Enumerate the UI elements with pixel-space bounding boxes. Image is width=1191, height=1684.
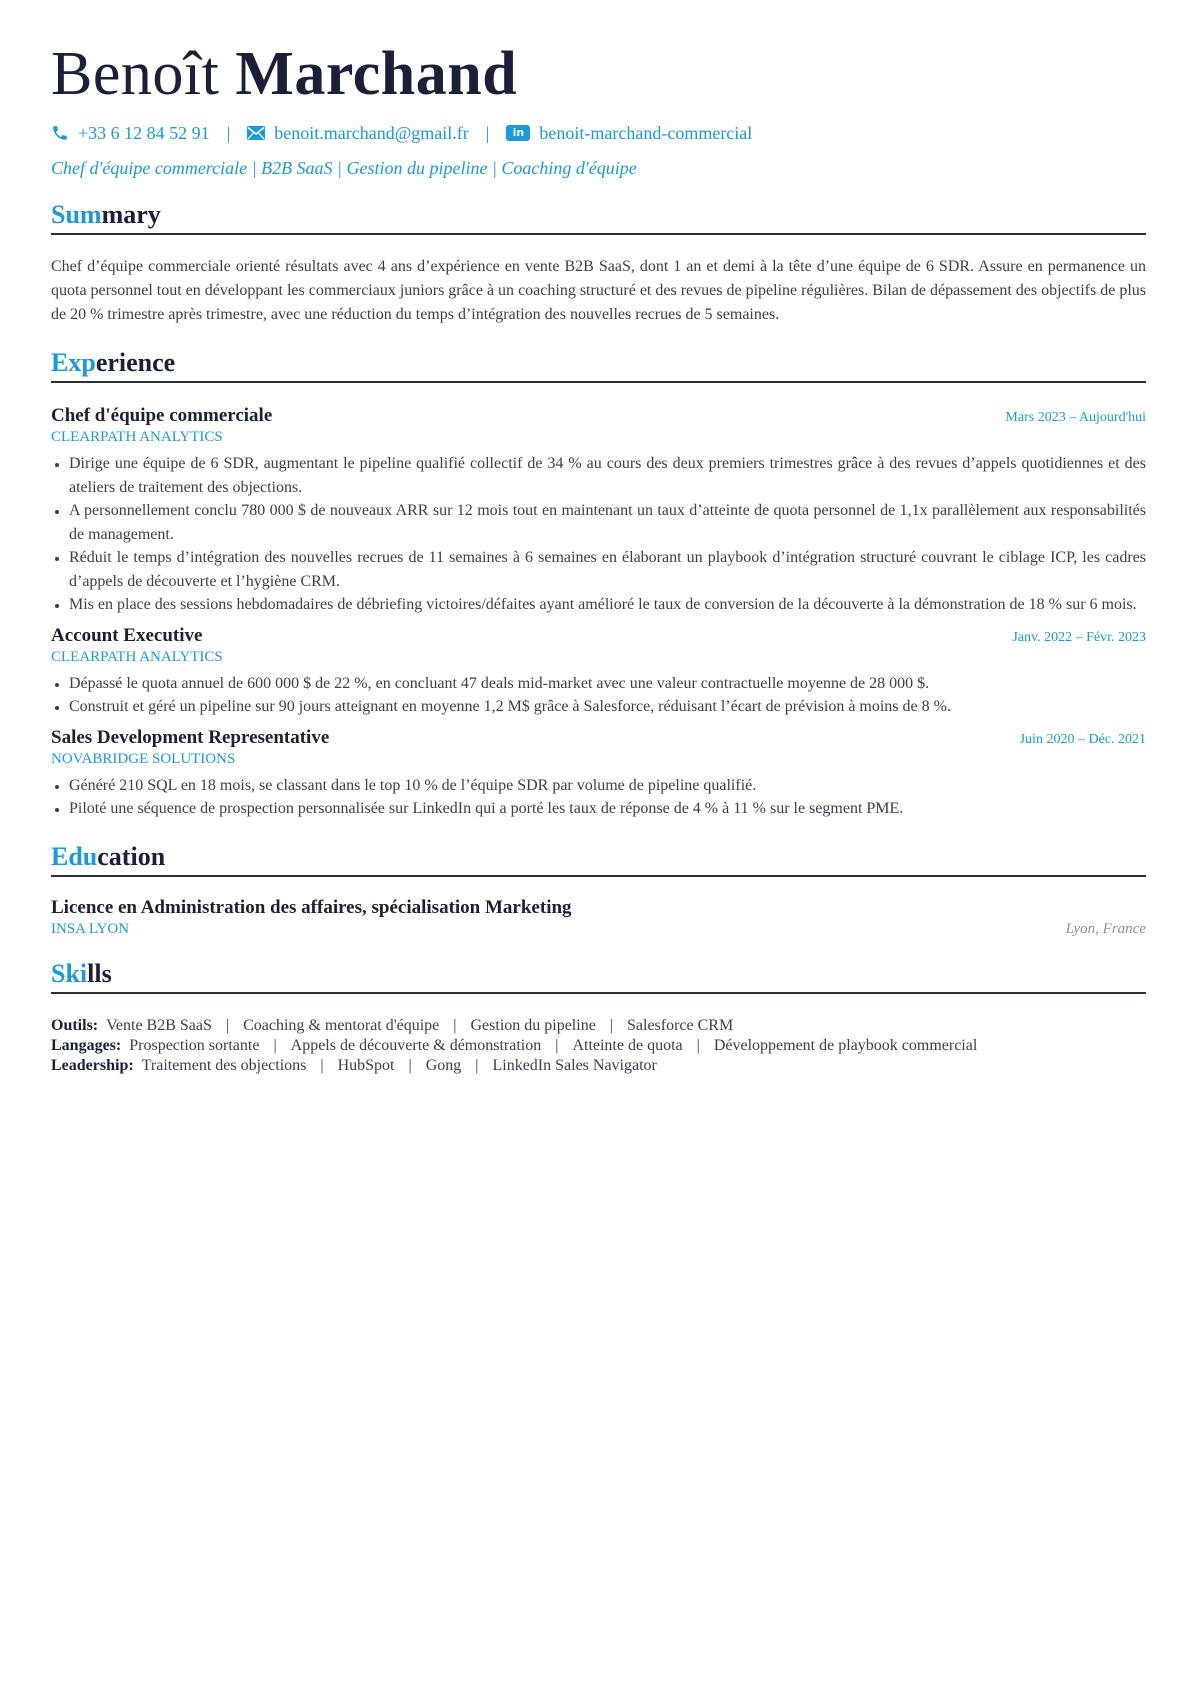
- school-location: Lyon, France: [1065, 920, 1146, 937]
- section-heading: Summary: [51, 199, 1146, 235]
- skill-item: Vente B2B SaaS: [106, 1016, 212, 1034]
- resume-page: [51, 38, 1146, 1076]
- job-title: Sales Development Representative: [51, 726, 330, 748]
- email-contact[interactable]: [247, 123, 469, 144]
- company-name: NOVABRIDGE SOLUTIONS: [51, 750, 236, 767]
- bullet-item: • Dépassé le quota annuel de 600 000 $ de 22 %, en concluant 47 deals mid-market avec une valeur contractuelle moyenne de 28 000 $.: [69, 672, 1146, 696]
- skill-row: Leadership: Traitement des objections | HubSpot | Gong | LinkedIn Sales Navigator: [51, 1056, 657, 1074]
- phone-number: +33 6 12 84 52 91: [78, 122, 210, 143]
- job-dates: Juin 2020 – Déc. 2021: [1019, 731, 1146, 747]
- summary-text: Chef d’équipe commerciale orienté résultats avec 4 ans d’expérience en vente B2B SaaS, dont 1 an et demi à la tête d’une équipe de 6 SDR. Assure en permanence un quota personnel tout en développant les commerciaux juniors grâce à un coaching structuré et des revues de pipeline régulières. Bilan de dépassement des objectifs de plus de 20 % trimestre après trimestre, avec une réduction du temps d’intégration des nouvelles recrues de 5 semaines.: [51, 258, 1146, 323]
- skills-section: [51, 958, 1146, 1076]
- bullet-item: • Construit et géré un pipeline sur 90 jours atteignant en moyenne 1,2 M$ grâce à Salesforce, réduisant l’écart de prévision à moins de 8 %.: [69, 695, 1146, 719]
- linkedin-handle: benoit-marchand-commercial: [539, 122, 753, 143]
- school-name: INSA LYON: [51, 920, 130, 937]
- job-bullets: [51, 774, 1146, 821]
- company-name: CLEARPATH ANALYTICS: [51, 648, 223, 665]
- education-section: [51, 841, 1146, 938]
- job-title: Account Executive: [51, 624, 203, 646]
- bullet-item: • Dirige une équipe de 6 SDR, augmentant le pipeline qualifié collectif de 34 % au cours des deux premiers trimestres grâce à des revues d’appels quotidiennes et des ateliers de traitement des objections.: [69, 452, 1146, 499]
- skill-item: Gong: [425, 1056, 462, 1074]
- skill-label: Leadership:: [51, 1056, 134, 1074]
- bullet-item: • Piloté une séquence de prospection personnalisée sur LinkedIn qui a porté les taux de réponse de 4 % à 11 % sur le segment PME.: [69, 797, 1146, 821]
- contact-separator: |: [485, 122, 490, 143]
- section-heading: Skills: [51, 958, 1146, 994]
- envelope-icon: [247, 126, 265, 140]
- phone-icon: [51, 124, 69, 142]
- skill-label: Langages:: [51, 1036, 122, 1054]
- skill-item: HubSpot: [337, 1056, 395, 1074]
- job-dates: Mars 2023 – Aujourd'hui: [1005, 410, 1146, 425]
- candidate-name: [51, 38, 1146, 110]
- bullet-item: • Généré 210 SQL en 18 mois, se classant dans le top 10 % de l’équipe SDR par volume de pipeline qualifié.: [69, 774, 1146, 798]
- company-name: CLEARPATH ANALYTICS: [51, 429, 223, 445]
- bullet-item: • A personnellement conclu 780 000 $ de nouveaux ARR sur 12 mois tout en maintenant un taux d’atteinte de quota personnel de 1,1x parallèlement aux responsabilités de management.: [69, 499, 1146, 546]
- experience-section: [51, 347, 1146, 821]
- job-entry: [51, 727, 1146, 821]
- phone-contact[interactable]: [51, 123, 210, 144]
- job-dates: Janv. 2022 – Févr. 2023: [1012, 629, 1146, 645]
- skill-item: Gestion du pipeline: [470, 1016, 596, 1034]
- degree-title: Licence en Administration des affaires, spécialisation Marketing: [51, 896, 572, 918]
- skills-list: [51, 1016, 1146, 1076]
- job-entry: [51, 625, 1146, 719]
- skill-row: Outils: Vente B2B SaaS | Coaching & mentorat d'équipe | Gestion du pipeline | Salesforce CRM: [51, 1016, 734, 1034]
- bullet-item: • Mis en place des sessions hebdomadaires de débriefing victoires/défaites ayant amélioré le taux de conversion de la découverte à la démonstration de 18 % sur 6 mois.: [69, 593, 1146, 617]
- contact-separator: |: [226, 122, 231, 143]
- contact-bar: [51, 120, 1146, 146]
- skill-label: Outils:: [51, 1016, 99, 1034]
- email-address: benoit.marchand@gmail.fr: [274, 122, 469, 143]
- skill-item: Appels de découverte & démonstration: [290, 1036, 542, 1054]
- skill-item: Traitement des objections: [141, 1056, 307, 1074]
- first-name: Benoît: [51, 40, 220, 108]
- job-bullets: [51, 672, 1146, 719]
- skill-row: Langages: Prospection sortante | Appels de découverte & démonstration | Atteinte de quota | Développement de playbook commercial: [51, 1036, 978, 1054]
- skill-item: Coaching & mentorat d'équipe: [243, 1016, 440, 1034]
- bullet-item: • Réduit le temps d’intégration des nouvelles recrues de 11 semaines à 6 semaines en élaborant un playbook d’intégration structuré couvrant le ciblage ICP, les cadres d’appels de découverte et l’hygiène CRM.: [69, 546, 1146, 593]
- job-title: Chef d'équipe commerciale: [51, 405, 273, 426]
- skill-item: Atteinte de quota: [572, 1036, 683, 1054]
- skill-item: Prospection sortante: [129, 1036, 260, 1054]
- section-heading: Education: [51, 841, 1146, 877]
- skill-item: LinkedIn Sales Navigator: [492, 1056, 657, 1074]
- headline-tagline: Chef d'équipe commerciale | B2B SaaS | Gestion du pipeline | Coaching d'équipe: [51, 158, 637, 178]
- last-name: Marchand: [235, 40, 518, 108]
- summary-section: [51, 199, 1146, 327]
- skill-item: Salesforce CRM: [627, 1016, 734, 1034]
- section-heading: Experience: [51, 347, 1146, 383]
- linkedin-icon: in: [506, 125, 530, 141]
- job-bullets: [51, 452, 1146, 617]
- job-entry: [51, 405, 1146, 617]
- linkedin-contact[interactable]: [506, 123, 752, 144]
- skill-item: Développement de playbook commercial: [713, 1036, 978, 1054]
